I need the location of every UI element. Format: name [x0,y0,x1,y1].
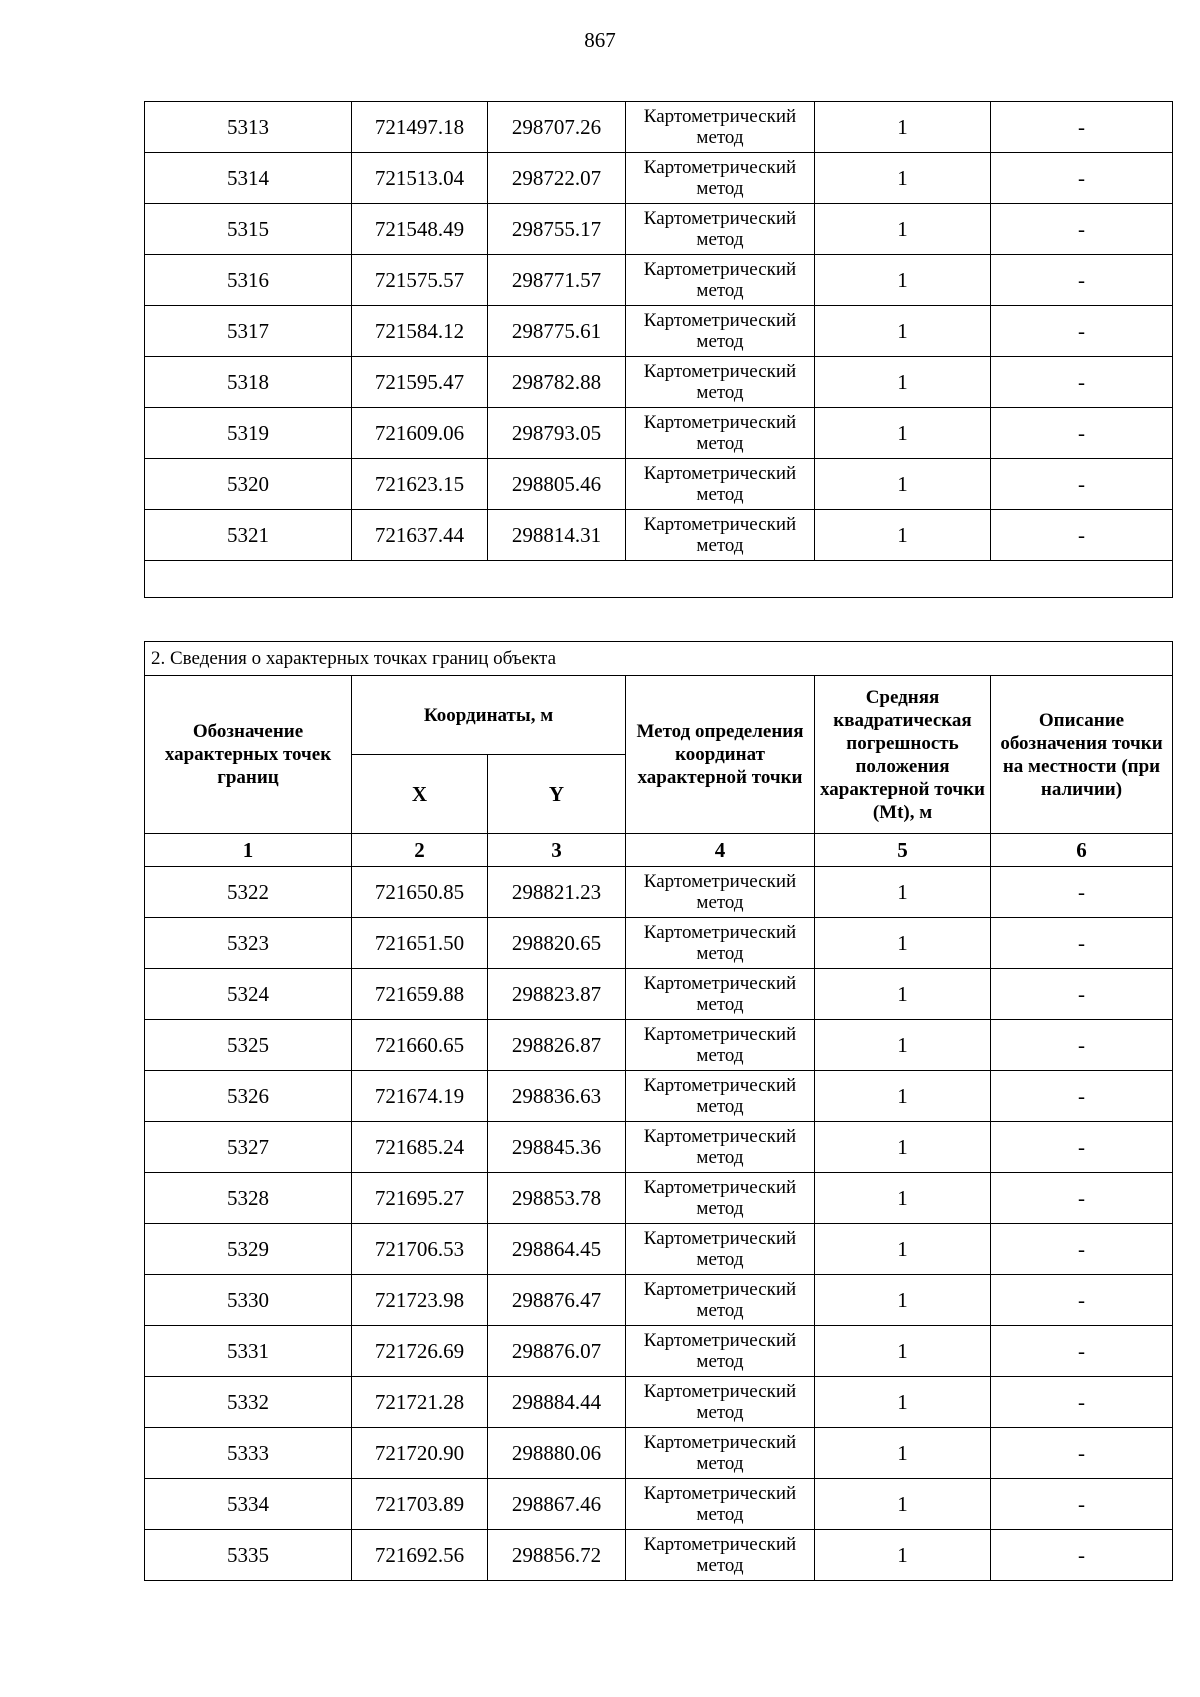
mean-error-cell: 1 [815,1479,991,1530]
point-cell: 5320 [145,459,352,510]
method-cell: Картометрический метод [626,1071,815,1122]
description-cell: - [991,357,1173,408]
header-point-designation: Обозначение характерных точек границ [145,676,352,834]
table-row [145,1530,1173,1581]
method-cell: Картометрический метод [626,102,815,153]
mean-error-cell: 1 [815,1224,991,1275]
y-cell: 298707.26 [488,102,626,153]
table-row [145,102,1173,153]
point-cell: 5321 [145,510,352,561]
description-cell: - [991,1275,1173,1326]
table-row [145,1122,1173,1173]
y-cell: 298782.88 [488,357,626,408]
table-row [145,153,1173,204]
y-cell: 298867.46 [488,1479,626,1530]
description-cell: - [991,867,1173,918]
y-cell: 298880.06 [488,1428,626,1479]
description-cell: - [991,1530,1173,1581]
y-cell: 298820.65 [488,918,626,969]
method-cell: Картометрический метод [626,1428,815,1479]
mean-error-cell: 1 [815,867,991,918]
mean-error-cell: 1 [815,1530,991,1581]
table-row [145,1377,1173,1428]
y-cell: 298814.31 [488,510,626,561]
point-cell: 5325 [145,1020,352,1071]
table-row [145,1224,1173,1275]
table-row [145,1428,1173,1479]
method-cell: Картометрический метод [626,306,815,357]
description-cell: - [991,969,1173,1020]
x-cell: 721695.27 [352,1173,488,1224]
x-cell: 721723.98 [352,1275,488,1326]
header-description: Описание обозначения точки на местности (при наличии) [991,676,1173,834]
method-cell: Картометрический метод [626,408,815,459]
mean-error-cell: 1 [815,1020,991,1071]
description-cell: - [991,255,1173,306]
description-cell: - [991,102,1173,153]
table-row [145,918,1173,969]
point-cell: 5324 [145,969,352,1020]
description-cell: - [991,1020,1173,1071]
table-row [145,459,1173,510]
point-cell: 5331 [145,1326,352,1377]
point-cell: 5333 [145,1428,352,1479]
method-cell: Картометрический метод [626,204,815,255]
method-cell: Картометрический метод [626,1020,815,1071]
table-row [145,1173,1173,1224]
table-caption: 2. Сведения о характерных точках границ объекта [145,642,1173,676]
point-cell: 5326 [145,1071,352,1122]
description-cell: - [991,510,1173,561]
x-cell: 721660.65 [352,1020,488,1071]
description-cell: - [991,408,1173,459]
method-cell: Картометрический метод [626,1224,815,1275]
table-row [145,1071,1173,1122]
y-cell: 298775.61 [488,306,626,357]
mean-error-cell: 1 [815,1326,991,1377]
column-number-2: 2 [352,834,488,867]
point-cell: 5328 [145,1173,352,1224]
table-row [145,1020,1173,1071]
table-row [145,867,1173,918]
column-number-6: 6 [991,834,1173,867]
column-number-3: 3 [488,834,626,867]
x-cell: 721497.18 [352,102,488,153]
y-cell: 298884.44 [488,1377,626,1428]
x-cell: 721659.88 [352,969,488,1020]
x-cell: 721575.57 [352,255,488,306]
mean-error-cell: 1 [815,1071,991,1122]
x-cell: 721685.24 [352,1122,488,1173]
x-cell: 721609.06 [352,408,488,459]
method-cell: Картометрический метод [626,153,815,204]
method-cell: Картометрический метод [626,1530,815,1581]
method-cell: Картометрический метод [626,357,815,408]
method-cell: Картометрический метод [626,510,815,561]
x-cell: 721726.69 [352,1326,488,1377]
header-mean-error: Средняя квадратическая погрешность положения характерной точки (Mt), м [815,676,991,834]
y-cell: 298853.78 [488,1173,626,1224]
y-cell: 298722.07 [488,153,626,204]
x-cell: 721513.04 [352,153,488,204]
description-cell: - [991,459,1173,510]
x-cell: 721674.19 [352,1071,488,1122]
method-cell: Картометрический метод [626,969,815,1020]
mean-error-cell: 1 [815,1377,991,1428]
table-row [145,306,1173,357]
header-coordinates: Координаты, м [352,676,626,755]
mean-error-cell: 1 [815,969,991,1020]
y-cell: 298793.05 [488,408,626,459]
x-cell: 721650.85 [352,867,488,918]
y-cell: 298805.46 [488,459,626,510]
x-cell: 721623.15 [352,459,488,510]
column-number-4: 4 [626,834,815,867]
method-cell: Картометрический метод [626,1479,815,1530]
points-table-continuation [144,101,1173,598]
point-cell: 5314 [145,153,352,204]
y-cell: 298864.45 [488,1224,626,1275]
y-cell: 298876.47 [488,1275,626,1326]
table-row [145,255,1173,306]
method-cell: Картометрический метод [626,1122,815,1173]
method-cell: Картометрический метод [626,1326,815,1377]
point-cell: 5323 [145,918,352,969]
x-cell: 721584.12 [352,306,488,357]
mean-error-cell: 1 [815,1275,991,1326]
point-cell: 5330 [145,1275,352,1326]
table-row [145,510,1173,561]
mean-error-cell: 1 [815,510,991,561]
table-row [145,1326,1173,1377]
description-cell: - [991,1122,1173,1173]
description-cell: - [991,1173,1173,1224]
mean-error-cell: 1 [815,102,991,153]
y-cell: 298836.63 [488,1071,626,1122]
table-row [145,204,1173,255]
point-cell: 5329 [145,1224,352,1275]
mean-error-cell: 1 [815,1428,991,1479]
point-cell: 5335 [145,1530,352,1581]
table-row [145,408,1173,459]
mean-error-cell: 1 [815,357,991,408]
mean-error-cell: 1 [815,918,991,969]
description-cell: - [991,1224,1173,1275]
method-cell: Картометрический метод [626,867,815,918]
x-cell: 721706.53 [352,1224,488,1275]
table-row [145,969,1173,1020]
table-row [145,1479,1173,1530]
boundary-points-table [144,641,1173,1581]
column-number-1: 1 [145,834,352,867]
x-cell: 721721.28 [352,1377,488,1428]
point-cell: 5317 [145,306,352,357]
description-cell: - [991,918,1173,969]
point-cell: 5319 [145,408,352,459]
method-cell: Картометрический метод [626,1377,815,1428]
mean-error-cell: 1 [815,459,991,510]
mean-error-cell: 1 [815,1173,991,1224]
description-cell: - [991,1377,1173,1428]
y-cell: 298856.72 [488,1530,626,1581]
point-cell: 5332 [145,1377,352,1428]
description-cell: - [991,153,1173,204]
mean-error-cell: 1 [815,1122,991,1173]
x-cell: 721595.47 [352,357,488,408]
page-number: 867 [584,28,616,52]
point-cell: 5318 [145,357,352,408]
header-method: Метод определения координат характерной точки [626,676,815,834]
description-cell: - [991,1428,1173,1479]
empty-row [145,561,1173,598]
column-number-5: 5 [815,834,991,867]
method-cell: Картометрический метод [626,255,815,306]
y-cell: 298755.17 [488,204,626,255]
y-cell: 298826.87 [488,1020,626,1071]
y-cell: 298845.36 [488,1122,626,1173]
x-cell: 721703.89 [352,1479,488,1530]
x-cell: 721637.44 [352,510,488,561]
points-table-continuation-body [145,102,1173,598]
description-cell: - [991,1479,1173,1530]
method-cell: Картометрический метод [626,459,815,510]
description-cell: - [991,1326,1173,1377]
mean-error-cell: 1 [815,408,991,459]
x-cell: 721651.50 [352,918,488,969]
point-cell: 5316 [145,255,352,306]
mean-error-cell: 1 [815,153,991,204]
table-row [145,357,1173,408]
y-cell: 298771.57 [488,255,626,306]
point-cell: 5322 [145,867,352,918]
point-cell: 5327 [145,1122,352,1173]
y-cell: 298823.87 [488,969,626,1020]
x-cell: 721720.90 [352,1428,488,1479]
empty-cell [145,561,1173,598]
y-cell: 298876.07 [488,1326,626,1377]
description-cell: - [991,306,1173,357]
boundary-points-table-body [145,867,1173,1581]
point-cell: 5313 [145,102,352,153]
description-cell: - [991,1071,1173,1122]
method-cell: Картометрический метод [626,918,815,969]
method-cell: Картометрический метод [626,1173,815,1224]
y-cell: 298821.23 [488,867,626,918]
point-cell: 5315 [145,204,352,255]
mean-error-cell: 1 [815,255,991,306]
table-row [145,1275,1173,1326]
header-x: X [352,755,488,834]
x-cell: 721692.56 [352,1530,488,1581]
header-y: Y [488,755,626,834]
point-cell: 5334 [145,1479,352,1530]
mean-error-cell: 1 [815,204,991,255]
mean-error-cell: 1 [815,306,991,357]
x-cell: 721548.49 [352,204,488,255]
description-cell: - [991,204,1173,255]
method-cell: Картометрический метод [626,1275,815,1326]
